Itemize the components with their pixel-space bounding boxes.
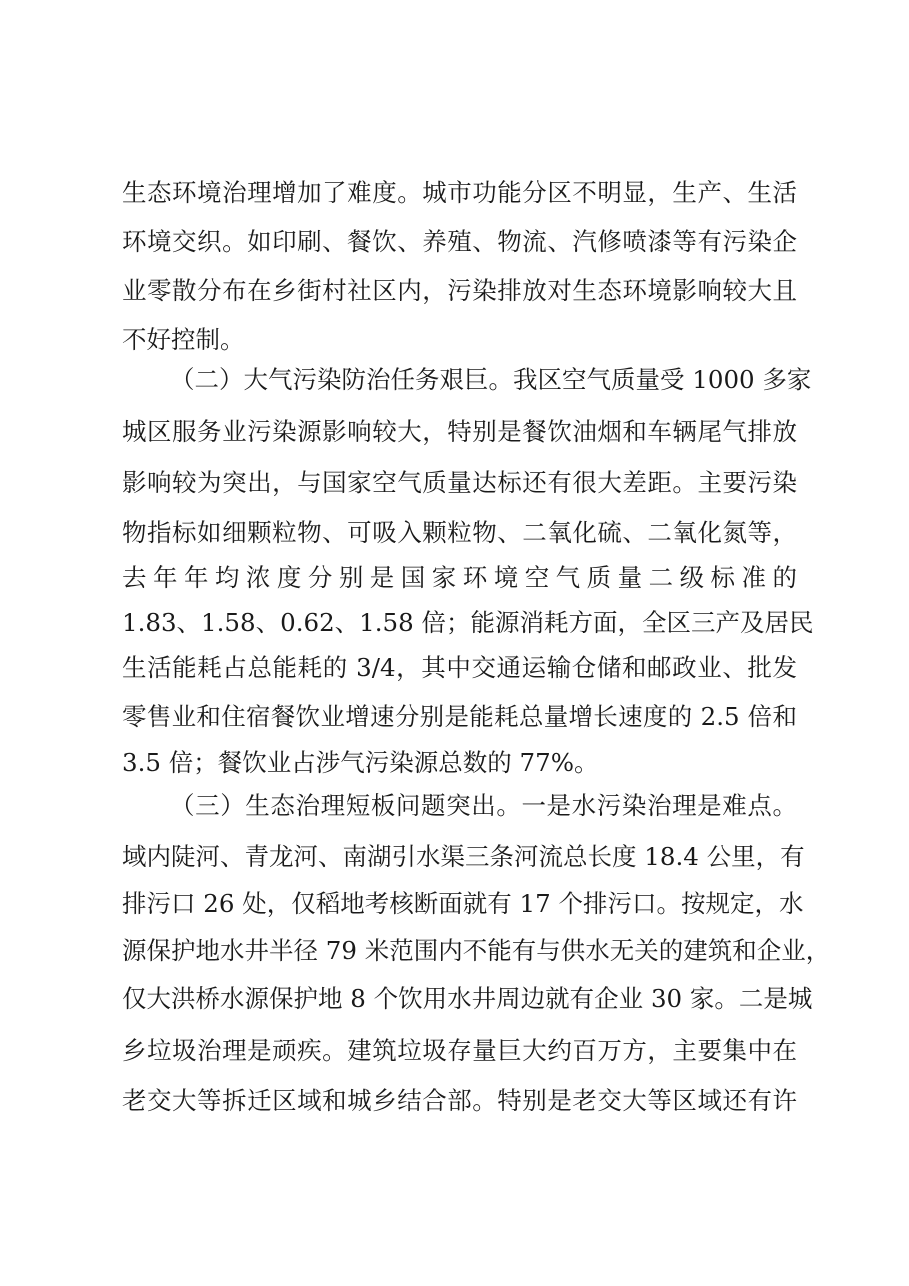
- p3-line-2: 域内陡河、青龙河、南湖引水渠三条河流总长度 18.4 公里，有: [122, 842, 805, 871]
- p3-line-6: 乡垃圾治理是顽疾。建筑垃圾存量巨大约百万方，主要集中在: [122, 1036, 797, 1065]
- p3-line-7: 老交大等拆迁区域和城乡结合部。特别是老交大等区域还有许: [122, 1086, 797, 1115]
- p3-line-3: 排污口 26 处，仅稻地考核断面就有 17 个排污口。按规定，水: [122, 889, 804, 918]
- p2-line-5: 去年年均浓度分别是国家环境空气质量二级标准的: [122, 563, 797, 592]
- p2-line-7: 生活能耗占总能耗的 3/4，其中交通运输仓储和邮政业、批发: [122, 653, 797, 682]
- p2-line-6: 1.83、1.58、0.62、1.58 倍；能源消耗方面，全区三产及居民: [122, 608, 814, 637]
- p2-line-3: 影响较为突出，与国家空气质量达标还有很大差距。主要污染: [122, 468, 797, 497]
- p2-line-2: 城区服务业污染源影响较大，特别是餐饮油烟和车辆尾气排放: [122, 417, 797, 446]
- p1-line-1: 生态环境治理增加了难度。城市功能分区不明显，生产、生活: [122, 178, 797, 207]
- p2-line-8: 零售业和住宿餐饮业增速分别是能耗总量增长速度的 2.5 倍和: [122, 702, 797, 731]
- p3-line-4: 源保护地水井半径 79 米范围内不能有与供水无关的建筑和企业，: [122, 936, 831, 965]
- p2-line-1: （二）大气污染防治任务艰巨。我区空气质量受 1000 多家: [170, 365, 812, 394]
- p1-line-2: 环境交织。如印刷、餐饮、养殖、物流、汽修喷漆等有污染企: [122, 227, 797, 256]
- p1-line-3: 业零散分布在乡街村社区内，污染排放对生态环境影响较大且: [122, 276, 797, 305]
- p2-line-9: 3.5 倍；餐饮业占涉气污染源总数的 77%。: [122, 748, 599, 777]
- p1-line-4: 不好控制。: [122, 325, 245, 354]
- p2-line-4: 物指标如细颗粒物、可吸入颗粒物、二氧化硫、二氧化氮等，: [122, 518, 797, 547]
- p3-line-5: 仅大洪桥水源保护地 8 个饮用水井周边就有企业 30 家。二是城: [122, 984, 813, 1013]
- p3-line-1: （三）生态治理短板问题突出。一是水污染治理是难点。: [170, 791, 797, 820]
